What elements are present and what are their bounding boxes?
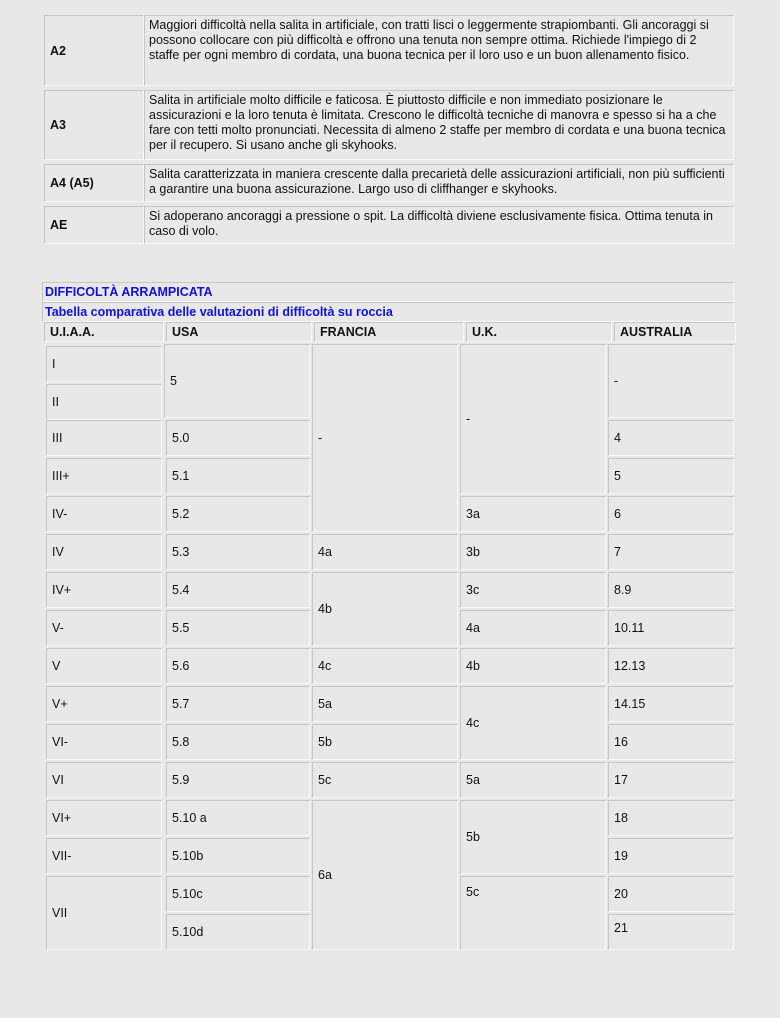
australia-cell: 5 [608,458,734,494]
uiaa-cell: VI- [46,724,162,760]
france-cell: 5c [312,762,458,798]
australia-cell: 19 [608,838,734,874]
australia-cell: 7 [608,534,734,570]
australia-cell: 10.11 [608,610,734,646]
uk-cell: 5a [460,762,606,798]
usa-cell: 5.8 [166,724,310,760]
australia-cell: 8.9 [608,572,734,608]
aid-level: A3 [44,90,144,160]
australia-cell: 21 [608,914,734,950]
table-title: DIFFICOLTÀ ARRAMPICATA [42,282,734,302]
france-cell: 5b [312,724,458,760]
uk-cell: 3c [460,572,606,608]
uk-cell: 4a [460,610,606,646]
usa-cell: 5.2 [166,496,310,532]
uiaa-cell: IV+ [46,572,162,608]
aid-description: Salita caratterizzata in maniera crescente dalla precarietà delle assicurazioni artificiali, non più sufficienti a garantire una buona assicurazione. Largo uso di cliffhanger e skyhooks. [144,164,734,202]
aid-description: Si adoperano ancoraggi a pressione o spit. La difficoltà diviene esclusivamente fisica. Ottima tenuta in caso di volo. [144,206,734,244]
france-cell: 5a [312,686,458,722]
uiaa-cell: VII- [46,838,162,874]
usa-cell: 5.9 [166,762,310,798]
uk-cell: 4c [460,686,606,760]
column-header-australia: AUSTRALIA [614,322,736,342]
uk-cell: 3a [460,496,606,532]
australia-cell: 4 [608,420,734,456]
usa-cell: 5 [164,344,310,418]
aid-level: AE [44,206,144,244]
australia-cell: 20 [608,876,734,912]
france-cell: 4c [312,648,458,684]
column-header-uk: U.K. [466,322,612,342]
usa-cell: 5.10 a [166,800,310,836]
usa-cell: 5.10c [166,876,310,912]
usa-cell: 5.10b [166,838,310,874]
table-subtitle: Tabella comparativa delle valutazioni di difficoltà su roccia [42,302,734,322]
australia-cell: 14.15 [608,686,734,722]
france-cell: 4b [312,572,458,646]
usa-cell: 5.4 [166,572,310,608]
uiaa-cell: I [46,346,162,382]
uiaa-cell: V [46,648,162,684]
uk-cell: - [460,344,606,494]
uk-cell: 4b [460,648,606,684]
usa-cell: 5.10d [166,914,310,950]
uiaa-cell: II [46,384,162,420]
australia-cell: - [608,344,734,418]
uk-cell: 3b [460,534,606,570]
usa-cell: 5.3 [166,534,310,570]
aid-level: A2 [44,15,144,86]
usa-cell: 5.6 [166,648,310,684]
uiaa-cell: V- [46,610,162,646]
france-cell: - [312,344,458,532]
australia-cell: 18 [608,800,734,836]
uk-cell: 5c [460,876,606,950]
australia-cell: 17 [608,762,734,798]
uiaa-cell: V+ [46,686,162,722]
column-header-france: FRANCIA [314,322,464,342]
usa-cell: 5.7 [166,686,310,722]
usa-cell: 5.1 [166,458,310,494]
australia-cell: 16 [608,724,734,760]
australia-cell: 12.13 [608,648,734,684]
column-header-uiaa: U.I.A.A. [44,322,164,342]
uiaa-cell: III [46,420,162,456]
aid-level: A4 (A5) [44,164,144,202]
uiaa-cell: VII [46,876,162,950]
usa-cell: 5.0 [166,420,310,456]
uiaa-cell: IV- [46,496,162,532]
uiaa-cell: IV [46,534,162,570]
uiaa-cell: III+ [46,458,162,494]
australia-cell: 6 [608,496,734,532]
usa-cell: 5.5 [166,610,310,646]
column-header-usa: USA [166,322,312,342]
uiaa-cell: VI+ [46,800,162,836]
aid-description: Maggiori difficoltà nella salita in artificiale, con tratti lisci o leggermente strapiombanti. Gli ancoraggi si possono collocare con più difficoltà e offrono una tenuta non sempre ottima. Richiede l'impiego di 2 staffe per ogni membro di cordata, una buona tecnica per il loro uso e un buon allenamento fisico. [144,15,734,86]
uk-cell: 5b [460,800,606,874]
france-cell: 4a [312,534,458,570]
uiaa-cell: VI [46,762,162,798]
france-cell: 6a [312,800,458,950]
aid-description: Salita in artificiale molto difficile e faticosa. È piuttosto difficile e non immediato posizionare le assicurazioni e la loro tenuta è limitata. Crescono le difficoltà tecniche di manovra e spesso si ha a che fare con tetti molto pronunciati. Necessita di almeno 2 staffe per membro di cordata e una buona tecnica per il recupero. Si usano anche gli skyhooks. [144,90,734,160]
